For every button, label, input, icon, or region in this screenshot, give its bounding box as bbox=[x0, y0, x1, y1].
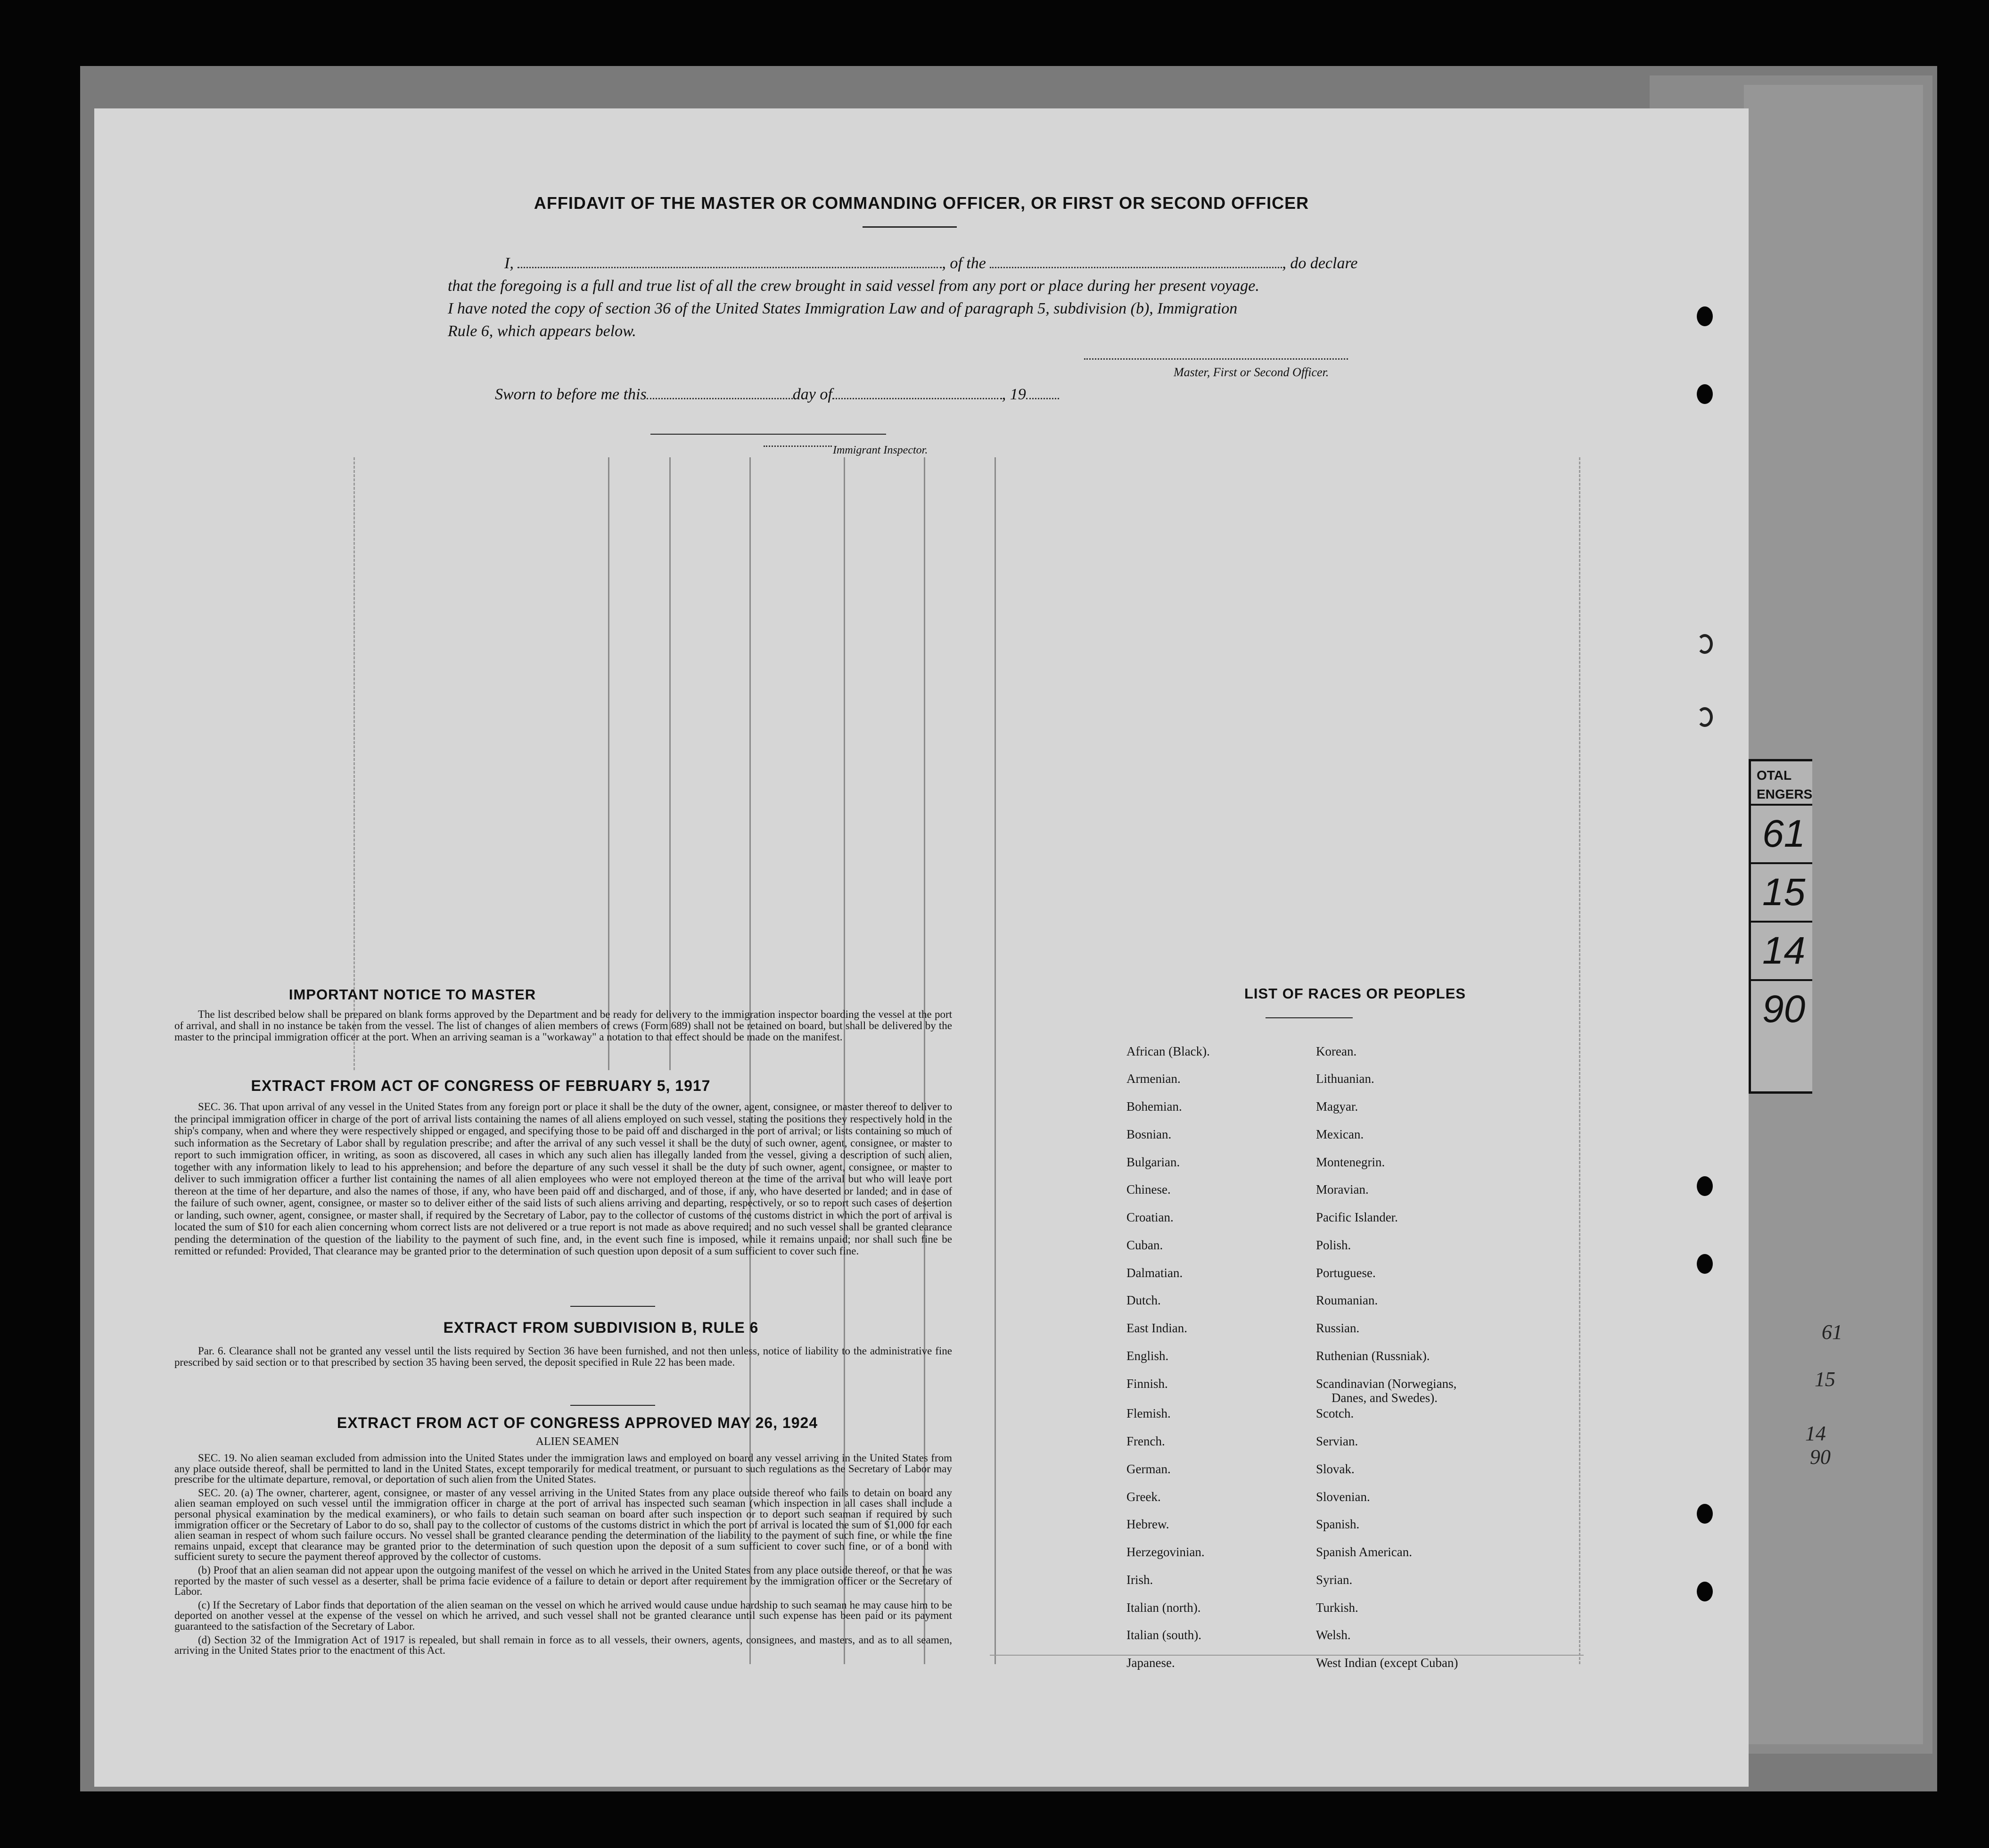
race-item: Ruthenian (Russniak). bbox=[1316, 1349, 1430, 1363]
race-item: Hebrew. bbox=[1126, 1517, 1169, 1531]
extract-1924-paragraph: (d) Section 32 of the Immigration Act of 1917 is repealed, but shall remain in force as to all vessels, their owners, agents, consignees, and masters, and as to all seamen, arriving in the United States prior to the enactment of this Act. bbox=[174, 1634, 952, 1657]
total-passengers-tab bbox=[1749, 759, 1812, 1094]
tab-header-line1: OTAL bbox=[1757, 768, 1792, 783]
tab-value: 14 bbox=[1751, 921, 1812, 979]
race-item: Italian (north). bbox=[1126, 1600, 1201, 1615]
race-item: Finnish. bbox=[1126, 1377, 1168, 1391]
race-item: Welsh. bbox=[1316, 1628, 1351, 1642]
extract-1924-paragraph: (c) If the Secretary of Labor finds that deportation of the alien seaman on the vessel on which he arrived would cause undue hardship to such seaman he may cause him to be deported on another vessel at the expense of the vessel on which he arrived, and such vessel shall not be granted clearance until such expense has been paid or its payment guaranteed to the satisfaction of the Secretary of Labor. bbox=[174, 1599, 952, 1632]
section-rule bbox=[570, 1306, 655, 1307]
extract-1917-paragraph: SEC. 36. That upon arrival of any vessel in the United States from any foreign port or place it shall be the duty of the owner, agent, consignee, or master thereof to deliver to the principal immigration officer in charge of the port of arrival lists containing the names of all aliens employed on such vessel, stating the positions they respectively hold in the ship's company, when and where they were respectively shipped or engaged, and specifying those to be paid off and discharged in the port of arrival; or lists containing so much of such information as the Secretary of Labor shall by regulation prescribe; and after the arrival of any such vessel it shall be the duty of such owner, agent, consignee, or master to report to such immigration officer, in writing, as soon as discovered, all cases in which any such alien has illegally landed from the vessel, giving a description of such alien, together with any information likely to lead to his apprehension; and before the departure of any such vessel it shall be the duty of such owner, agent, consignee, or master to deliver to such immigration officer a further list containing the names of all alien employees who were not employed thereon at the time of the arrival but who will leave port thereon at the time of her departure, and also the names of those, if any, who have been paid off and discharged, and of those, if any, who have deserted or landed; and in case of the failure of such owner, agent, consignee, or master so to deliver either of the said lists of such aliens arriving and departing, respectively, or so to report such cases of desertion or landing, such owner, agent, consignee, or master shall, if required by the Secretary of Labor, pay to the collector of customs of the customs district in which the port of arrival is located the sum of $10 for each alien concerning whom correct lists are not delivered or a true report is not made as above required; and no such vessel shall be granted clearance pending the determination of the question of the liability to the payment of such fine, and, in the event such fine is imposed, while it remains unpaid; nor shall such fine be remitted or refunded: Provided, That clearance may be granted prior to the determination of such question upon deposit of a sum sufficient to cover such fine. bbox=[174, 1101, 952, 1257]
tab-header-line2: ENGERS bbox=[1757, 787, 1813, 801]
section-rule bbox=[570, 1405, 655, 1406]
tab-header bbox=[1751, 761, 1812, 804]
punch-hole bbox=[1697, 634, 1713, 654]
extract-1924-title: EXTRACT FROM ACT OF CONGRESS APPROVED MAY 26, 1924 bbox=[337, 1414, 818, 1431]
race-item: Flemish. bbox=[1126, 1406, 1171, 1420]
race-item: Russian. bbox=[1316, 1321, 1360, 1335]
notice-paragraph: The list described below shall be prepared on blank forms approved by the Department and be ready for delivery to the immigration inspector boarding the vessel at the port of arrival, and shall in no instance be taken from the vessel. The list of changes of alien members of crews (Form 689) shall not be retained on board, but shall be delivered by the master to the principal immigration officer at the port. When an arriving seaman is a "workaway" a notation to that effect should be made on the manifest. bbox=[174, 1008, 952, 1043]
races-title: LIST OF RACES OR PEOPLES bbox=[1244, 985, 1466, 1002]
punch-hole bbox=[1697, 1176, 1713, 1196]
affidavit-of-the: , of the bbox=[942, 255, 986, 272]
extract-rule6-text bbox=[174, 1345, 952, 1371]
sworn-prefix: Sworn to before me this bbox=[495, 386, 647, 403]
inspector-label: Immigrant Inspector. bbox=[833, 444, 928, 456]
extract-1924-paragraph: SEC. 19. No alien seaman excluded from admission into the United States under the immigration laws and employed on board any vessel arriving in the United States from any place outside thereof, shall be permitted to land in the United States, except temporarily for medical treatment, or pursuant to such regulations as the Secretary of Labor may prescribe for the ultimate departure, removal, or deportation of such alien from the United States. bbox=[174, 1452, 952, 1485]
side-note: 14 bbox=[1805, 1422, 1826, 1445]
punch-hole bbox=[1697, 306, 1713, 326]
inspector-rule bbox=[650, 434, 886, 435]
sworn-month-field[interactable] bbox=[832, 398, 1002, 399]
extract-rule6-title: EXTRACT FROM SUBDIVISION B, RULE 6 bbox=[443, 1319, 759, 1336]
punch-hole bbox=[1697, 1582, 1713, 1601]
side-note: 15 bbox=[1815, 1368, 1835, 1391]
race-item: Scotch. bbox=[1316, 1406, 1354, 1420]
punch-hole bbox=[1697, 1254, 1713, 1274]
title-rule bbox=[863, 226, 957, 228]
extract-1924-subtitle: ALIEN SEAMEN bbox=[535, 1436, 619, 1448]
race-item: Roumanian. bbox=[1316, 1293, 1378, 1307]
affidavit-line4: Rule 6, which appears below. bbox=[448, 322, 636, 340]
extract-1917-text bbox=[174, 1101, 952, 1260]
race-item: English. bbox=[1126, 1349, 1169, 1363]
punch-hole bbox=[1697, 384, 1713, 404]
race-item: Bohemian. bbox=[1126, 1099, 1182, 1114]
race-item: African (Black). bbox=[1126, 1044, 1210, 1058]
sworn-day-label: day of bbox=[792, 386, 832, 403]
extract-1924-text bbox=[174, 1453, 952, 1659]
race-item: Italian (south). bbox=[1126, 1628, 1201, 1642]
master-signature-label: Master, First or Second Officer. bbox=[1174, 365, 1329, 379]
race-item: Servian. bbox=[1316, 1434, 1358, 1448]
race-item: Turkish. bbox=[1316, 1600, 1358, 1615]
inspector-signature-field[interactable] bbox=[764, 446, 832, 447]
race-item: Montenegrin. bbox=[1316, 1155, 1385, 1169]
punch-hole bbox=[1697, 1504, 1713, 1524]
sworn-day-field[interactable] bbox=[647, 398, 793, 399]
race-item: Armenian. bbox=[1126, 1072, 1181, 1086]
race-item: East Indian. bbox=[1126, 1321, 1187, 1335]
race-item: Bulgarian. bbox=[1126, 1155, 1180, 1169]
sworn-year-label: , 19 bbox=[1002, 386, 1026, 403]
race-item: Moravian. bbox=[1316, 1182, 1369, 1196]
affidavit-line3: I have noted the copy of section 36 of the United States Immigration Law and of paragraph 5, subdivision (b), Immigration bbox=[448, 300, 1238, 317]
race-item: Japanese. bbox=[1126, 1656, 1175, 1670]
race-item: Portuguese. bbox=[1316, 1266, 1376, 1280]
race-item: Spanish American. bbox=[1316, 1545, 1412, 1559]
race-item: Magyar. bbox=[1316, 1099, 1358, 1114]
race-item: Cuban. bbox=[1126, 1238, 1163, 1252]
affidavit-line1 bbox=[504, 255, 1358, 272]
race-item: Pacific Islander. bbox=[1316, 1210, 1398, 1224]
race-item: Dalmatian. bbox=[1126, 1266, 1183, 1280]
races-rule bbox=[1266, 1017, 1353, 1018]
race-item: French. bbox=[1126, 1434, 1165, 1448]
table-rule bbox=[353, 457, 355, 1070]
race-item: Slovenian. bbox=[1316, 1490, 1370, 1504]
race-item: Mexican. bbox=[1316, 1127, 1364, 1141]
race-item: Scandinavian (Norwegians, bbox=[1316, 1377, 1457, 1391]
extract-1924-paragraph: SEC. 20. (a) The owner, charterer, agent, consignee, or master of any vessel arriving in the United States from any place outside thereof who fails to detain on board any alien seaman employed on such vessel until the immigration officer in charge at the port of arrival has inspected such seaman (which inspection in all cases shall include a personal physical examination by the medical examiners), or who fails to detain such seaman on board after such inspection or to deport such seaman if required by such immigration officer or the Secretary of Labor to do so, shall pay to the collector of customs of the customs district in which the port of arrival is located the sum of $1,000 for each alien seaman in respect of whom such failure occurs. No vessel shall be granted clearance pending the determination of the liability to the payment of such fine, or while the fine remains unpaid, except that clearance may be granted prior to the determination of such question upon the deposit of a sum sufficient to cover such fine, or of a bond with sufficient surety to secure the payment thereof approved by the collector of customs. bbox=[174, 1486, 952, 1563]
race-item: West Indian (except Cuban) bbox=[1316, 1656, 1458, 1670]
race-item: Chinese. bbox=[1126, 1182, 1171, 1196]
notice-text bbox=[174, 1009, 952, 1046]
master-name-field[interactable] bbox=[518, 267, 942, 268]
vessel-name-field[interactable] bbox=[990, 267, 1282, 268]
master-signature-field[interactable] bbox=[1084, 358, 1348, 360]
race-item: Polish. bbox=[1316, 1238, 1351, 1252]
race-item: Croatian. bbox=[1126, 1210, 1174, 1224]
side-note: 90 bbox=[1810, 1445, 1831, 1468]
tab-value: 90 bbox=[1751, 979, 1812, 1038]
affidavit-line2: that the foregoing is a full and true list of all the crew brought in said vessel from any port or place during her present voyage. bbox=[448, 277, 1259, 295]
race-item: Greek. bbox=[1126, 1490, 1161, 1504]
race-item: German. bbox=[1126, 1462, 1171, 1476]
race-item: Dutch. bbox=[1126, 1293, 1161, 1307]
race-item: Herzegovinian. bbox=[1126, 1545, 1205, 1559]
table-rule bbox=[994, 457, 996, 1664]
race-item: Korean. bbox=[1316, 1044, 1357, 1058]
sworn-line bbox=[495, 386, 1059, 404]
table-rule bbox=[1579, 457, 1580, 1664]
race-item: Irish. bbox=[1126, 1573, 1153, 1587]
races-list bbox=[1126, 1044, 1551, 1670]
tab-value: 61 bbox=[1751, 804, 1812, 862]
affidavit-declare: , do declare bbox=[1282, 255, 1358, 272]
race-item: Slovak. bbox=[1316, 1462, 1355, 1476]
race-item-continued: Danes, and Swedes). bbox=[1331, 1391, 1438, 1405]
race-item: Lithuanian. bbox=[1316, 1072, 1374, 1086]
sworn-year-field[interactable] bbox=[1026, 398, 1059, 399]
race-item: Syrian. bbox=[1316, 1573, 1353, 1587]
manifest-page bbox=[94, 108, 1749, 1787]
affidavit-i: I, bbox=[504, 255, 514, 272]
notice-title: IMPORTANT NOTICE TO MASTER bbox=[288, 986, 536, 1003]
extract-rule6-paragraph: Par. 6. Clearance shall not be granted any vessel until the lists required by Section 36 have been furnished, and not then unless, notice of liability to the administrative fine prescribed by said section or to that prescribed by section 35 having been served, the deposit specified in Rule 22 has been made. bbox=[174, 1345, 952, 1368]
table-rule bbox=[669, 457, 671, 1070]
extract-1924-paragraph: (b) Proof that an alien seaman did not appear upon the outgoing manifest of the vessel on which he arrived in the United States from any place outside thereof, or that he was reported by the master of such vessel as a deserter, shall be prima facie evidence of a failure to detain or deport after requirement by the immigration officer or the Secretary of Labor. bbox=[174, 1564, 952, 1598]
extract-1917-title: EXTRACT FROM ACT OF CONGRESS OF FEBRUARY 5, 1917 bbox=[251, 1077, 711, 1094]
race-item: Bosnian. bbox=[1126, 1127, 1172, 1141]
tab-value: 15 bbox=[1751, 862, 1812, 921]
side-note: 61 bbox=[1822, 1320, 1842, 1344]
race-item: Spanish. bbox=[1316, 1517, 1360, 1531]
table-rule bbox=[608, 457, 609, 1070]
punch-hole bbox=[1697, 707, 1713, 727]
affidavit-title: AFFIDAVIT OF THE MASTER OR COMMANDING OFFICER, OR FIRST OR SECOND OFFICER bbox=[534, 193, 1309, 213]
